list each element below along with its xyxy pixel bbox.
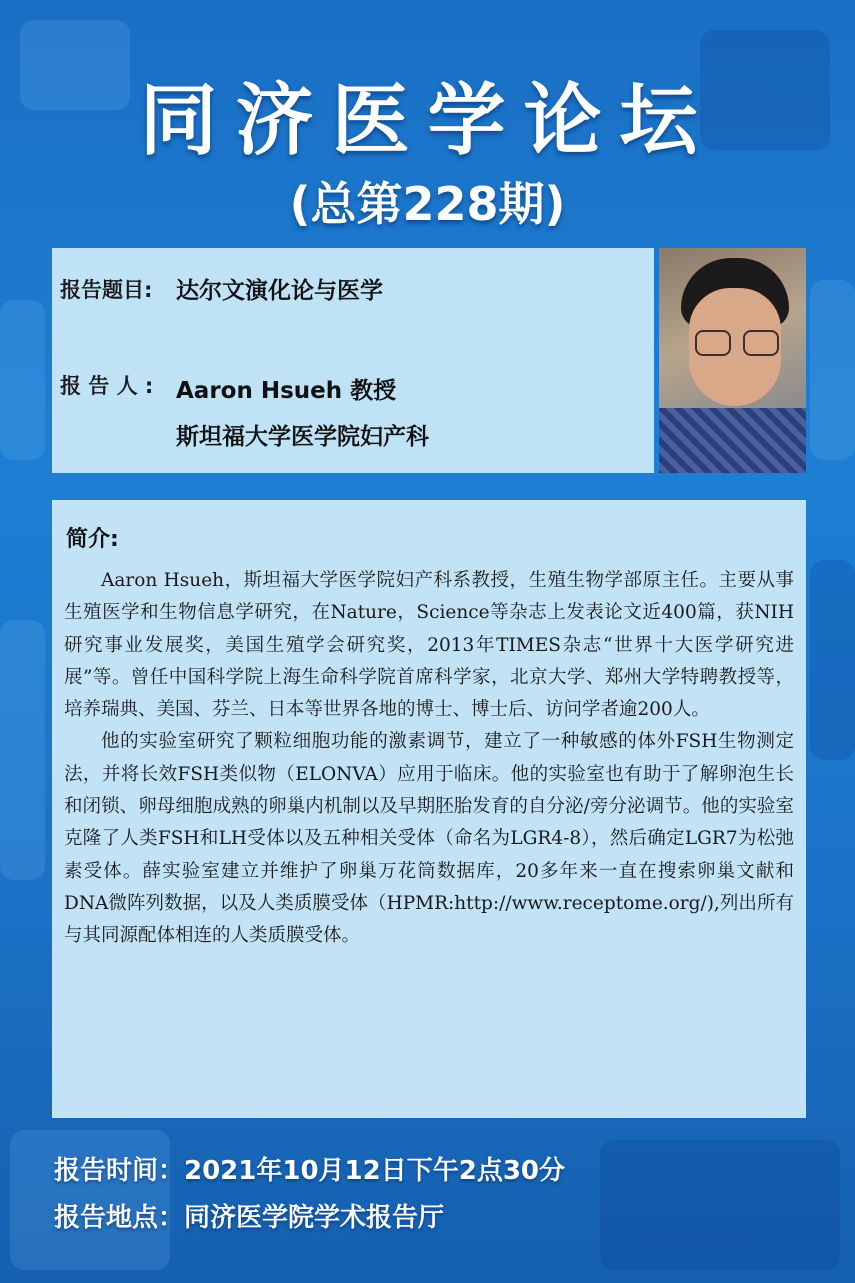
speaker-photo bbox=[659, 248, 806, 473]
intro-label: 简介: bbox=[66, 527, 119, 552]
intro-text bbox=[64, 565, 794, 953]
photo-glasses bbox=[743, 330, 779, 356]
background-tile bbox=[0, 300, 45, 460]
intro-paragraph-2: 他的实验室研究了颗粒细胞功能的激素调节，建立了一种敏感的体外FSH生物测定法，并将长效FSH类似物（ELONVA）应用于临床。他的实验室也有助于了解卵泡生长和闭锁、卵母细胞成熟的卵巢内机制以及早期胚胎发育的自分泌/旁分泌调节。他的实验室克隆了人类FSH和LH受体以及五种相关受体（命名为LGR4-8），然后确定LGR7为松弛素受体。薛实验室建立并维护了卵巢万花筒数据库，20多年来一直在搜索卵巢文献和DNA微阵列数据，以及人类质膜受体（HPMR:http://www.receptome.org/),列出所有与其同源配体相连的人类质膜受体。 bbox=[64, 731, 794, 947]
report-time: 报告时间：2021年10月12日下午2点30分 bbox=[54, 1156, 565, 1186]
background-tile bbox=[600, 1140, 840, 1270]
background-tile bbox=[810, 560, 855, 760]
topic-label: 报告题目: bbox=[60, 278, 153, 302]
photo-glasses bbox=[695, 330, 731, 356]
speaker-affiliation: 斯坦福大学医学院妇产科 bbox=[176, 424, 429, 450]
speaker-label: 报 告 人 : bbox=[60, 374, 154, 398]
background-tile bbox=[0, 620, 45, 880]
speaker-name: Aaron Hsueh 教授 bbox=[176, 378, 397, 404]
forum-title: 同济医学论坛 bbox=[139, 76, 716, 166]
report-place: 报告地点：同济医学院学术报告厅 bbox=[54, 1203, 445, 1233]
topic-value: 达尔文演化论与医学 bbox=[176, 278, 383, 304]
intro-paragraph-1: Aaron Hsueh，斯坦福大学医学院妇产科系教授，生殖生物学部原主任。主要从事生殖医学和生物信息学研究，在Nature，Science等杂志上发表论文近400篇，获NIH研究事业发展奖，美国生殖学会研究奖，2013年TIMES杂志“世界十大医学研究进展”等。曾任中国科学院上海生命科学院首席科学家，北京大学、郑州大学特聘教授等，培养瑞典、美国、芬兰、日本等世界各地的博士、博士后、访问学者逾200人。 bbox=[64, 570, 794, 721]
photo-shirt bbox=[659, 408, 806, 473]
issue-number: (总第228期) bbox=[289, 177, 566, 231]
background-tile bbox=[810, 280, 855, 460]
